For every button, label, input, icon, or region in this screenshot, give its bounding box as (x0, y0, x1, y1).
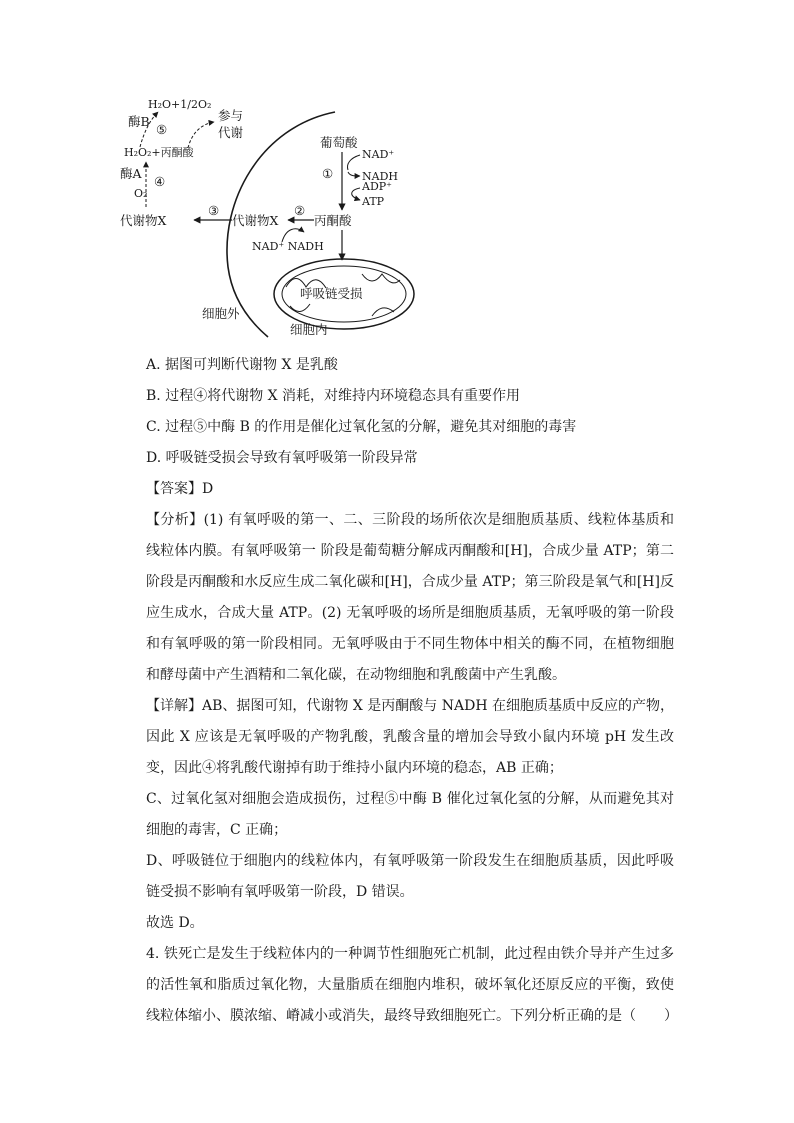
arrow-nad-in (348, 155, 361, 170)
label-enzyme-b: 酶B (128, 114, 150, 129)
arrow-nadh-out (348, 172, 360, 176)
label-inside-cell: 细胞内 (290, 322, 328, 337)
label-o2: O₂ (134, 187, 148, 200)
question-4: 4. 铁死亡是发生于线粒体内的一种调节性细胞死亡机制，此过程由铁介导并产生过多的活性氧和脂质过氧化物，大量脂质在细胞内堆积，破坏氧化还原反应的平衡，致使线粒体缩小、膜浓缩、嵴减小或消失，最终导致细胞死亡。下列分析正确的是（ ） (146, 946, 678, 1024)
label-glucose: 葡萄酸 (320, 135, 358, 150)
option-a: A. 据图可判断代谢物 X 是乳酸 (146, 357, 338, 373)
label-step3: ③ (208, 203, 220, 218)
label-metabolism: 代谢 (218, 125, 244, 140)
label-enzyme-a: 酶A (120, 166, 142, 181)
label-step2: ② (294, 203, 306, 218)
detail-d-paragraph: D、呼吸链位于细胞内的线粒体内，有氧呼吸第一阶段发生在细胞质基质，因此呼吸链受损不影响有氧呼吸第一阶段，D 错误。 (146, 853, 674, 900)
detail-ab-paragraph: 【详解】AB、据图可知，代谢物 X 是丙酮酸与 NADH 在细胞质基质中反应的产物，因此 X 应该是无氧呼吸的产物乳酸，乳酸含量的增加会导致小鼠内环境 pH 发生改变，因此④将乳酸代谢掉有助于维持小鼠内环境的稳态，AB 正确； (146, 698, 674, 776)
conclusion: 故选 D。 (146, 915, 204, 931)
label-metabolite-x-inside: 代谢物X (232, 213, 279, 228)
option-b: B. 过程④将代谢物 X 消耗，对维持内环境稳态具有重要作用 (146, 388, 521, 404)
label-outside-cell: 细胞外 (202, 306, 240, 321)
label-step4: ④ (154, 174, 166, 189)
label-pyruvate: 丙酮酸 (314, 213, 352, 228)
arrow-atp (352, 188, 360, 200)
label-nad-plus: NAD⁺ (362, 148, 395, 161)
analysis-paragraph: 【分析】(1) 有氧呼吸的第一、二、三阶段的场所依次是细胞质基质、线粒体基质和线粒体内膜。有氧呼吸第一 阶段是葡萄糖分解成丙酮酸和[H]，合成少量 ATP；第二阶段是丙酮酸和水反应生成二氧化碳和[H]，合成少量 ATP；第三阶段是氧气和[H]反应生成水，合成大量 ATP。(2) 无氧呼吸的场所是细胞质基质，无氧呼吸的第一阶段和有氧呼吸的第一阶段相同。无氧呼吸由于不同生物体中相关的酶不同，在植物细胞和酵母菌中产生酒精和二氧化碳，在动物细胞和乳酸菌中产生乳酸。 (146, 512, 674, 683)
label-h2o2-pyruvate: H₂O₂+丙酮酸 (124, 146, 194, 159)
label-adp: ADP⁺ (362, 180, 392, 193)
label-step5: ⑤ (156, 122, 168, 137)
label-respiratory-chain-damaged: 呼吸链受损 (300, 286, 363, 301)
label-nadh: NADH (362, 170, 398, 183)
option-c: C. 过程⑤中酶 B 的作用是催化过氧化氢的分解，避免其对细胞的毒害 (146, 419, 577, 435)
label-step1: ① (322, 166, 334, 181)
option-d: D. 呼吸链受损会导致有氧呼吸第一阶段异常 (146, 450, 418, 466)
answer: 【答案】D (146, 481, 214, 497)
label-atp: ATP (362, 195, 385, 208)
detail-c-paragraph: C、过氧化氢对细胞会造成损伤，过程⑤中酶 B 催化过氧化氢的分解，从而避免其对细胞的毒害，C 正确； (146, 791, 674, 838)
label-nad-nadh: NAD⁺ NADH (252, 240, 324, 253)
label-metabolite-x-outside: 代谢物X (120, 213, 167, 228)
arrow-to-metabolism (188, 122, 214, 148)
respiration-diagram (110, 92, 440, 344)
label-h2o-o2: H₂O+1/2O₂ (148, 98, 212, 111)
label-participate: 参与 (218, 108, 244, 123)
question-content (146, 350, 678, 1032)
